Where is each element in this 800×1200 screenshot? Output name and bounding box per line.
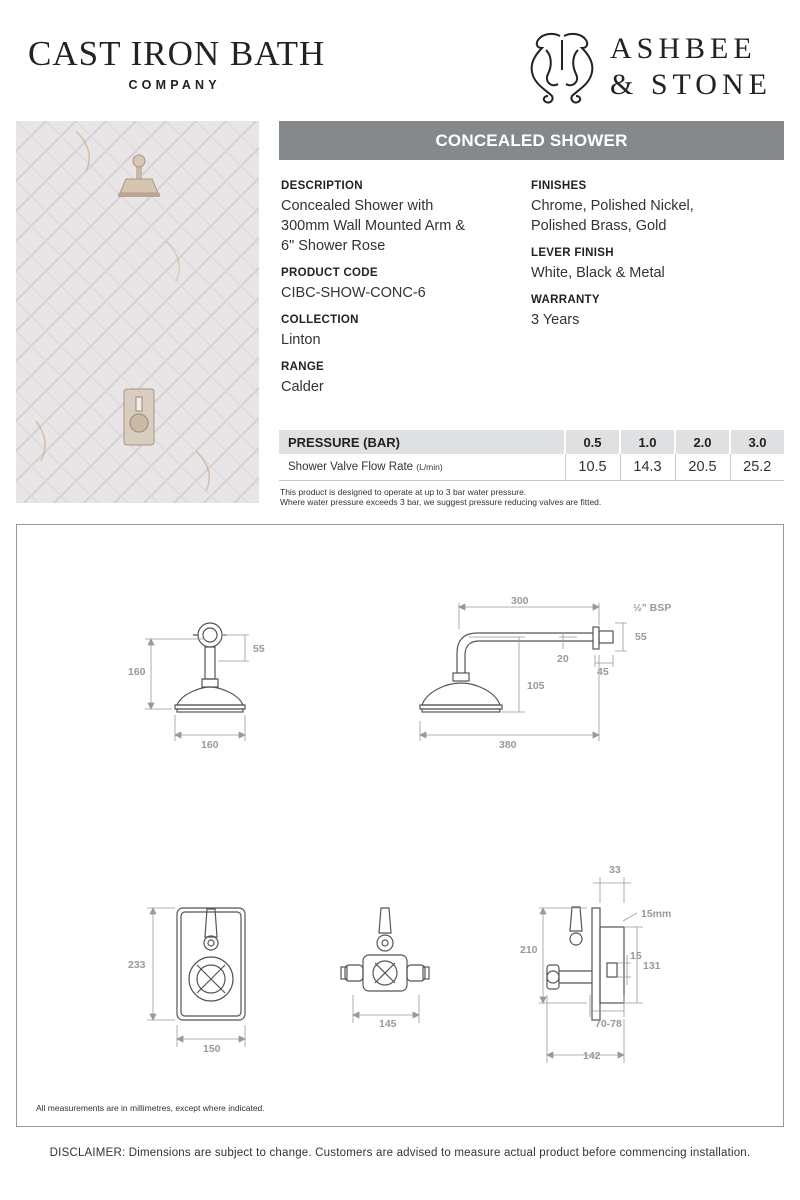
spec-label: COLLECTION <box>281 314 359 326</box>
flow-rate-row <box>279 454 784 481</box>
flow-rate-value: 20.5 <box>675 454 730 481</box>
pressure-note <box>280 487 601 507</box>
dim-body-height: 131 <box>643 960 661 972</box>
brand-left-subtitle: COMPANY <box>128 78 221 92</box>
product-title: CONCEALED SHOWER <box>279 121 784 160</box>
dim-rose-front-height: 160 <box>128 666 146 678</box>
spec-lever-finish <box>531 247 761 283</box>
pressure-value: 1.0 <box>620 430 675 454</box>
disclaimer: DISCLAIMER: Dimensions are subject to change. Customers are advised to measure actual product before commencing installation. <box>49 1147 751 1159</box>
spec-product-code <box>281 267 511 303</box>
spec-label: FINISHES <box>531 180 587 192</box>
flow-rate-label-text: Shower Valve Flow Rate <box>288 461 414 473</box>
dim-arm-height: 55 <box>635 631 647 643</box>
pressure-note-line2: Where water pressure exceeds 3 bar, we suggest pressure reducing valves are fitted. <box>280 497 602 507</box>
dim-rose-drop: 105 <box>527 680 545 692</box>
product-photo <box>16 121 259 503</box>
dim-side-top: 33 <box>609 864 621 876</box>
rose-front-view <box>175 623 245 712</box>
ashbee-stone-logo <box>522 30 782 110</box>
dim-bsp: ½" BSP <box>633 602 672 614</box>
flow-rate-unit: (L/min) <box>416 462 443 472</box>
spec-description <box>281 180 511 256</box>
dim-pipe-dia: 20 <box>557 653 569 665</box>
spec-label: RANGE <box>281 361 325 373</box>
dim-reach: 380 <box>499 739 517 751</box>
spec-value: CIBC-SHOW-CONC-6 <box>281 285 426 301</box>
brand-left-title: CAST IRON BATH <box>28 34 326 73</box>
pressure-table-header <box>279 430 784 454</box>
flow-rate-value: 10.5 <box>565 454 620 481</box>
rose-side-view <box>420 627 613 712</box>
dim-valve-height: 233 <box>128 959 146 971</box>
pressure-header-label: PRESSURE (BAR) <box>279 430 565 454</box>
dim-exposed-width: 145 <box>379 1018 397 1030</box>
spec-range <box>281 361 511 397</box>
spec-value: Calder <box>281 379 324 395</box>
dim-flange: 45 <box>597 666 609 678</box>
dim-inlet: 15 <box>630 950 642 962</box>
brand-right-line2: & STONE <box>610 68 772 101</box>
spec-collection <box>281 314 511 350</box>
seahorse-emblem-icon <box>522 30 602 110</box>
dim-depth: 142 <box>583 1050 601 1062</box>
spec-label: WARRANTY <box>531 294 600 306</box>
brand-right-line1: ASHBEE <box>610 32 757 65</box>
cast-iron-bath-logo <box>28 36 325 92</box>
spec-warranty <box>531 294 761 330</box>
spec-label: LEVER FINISH <box>531 247 614 259</box>
dim-depth-range: 70-78 <box>595 1018 622 1030</box>
dim-side-height: 210 <box>520 944 538 956</box>
spec-value: 3 Years <box>531 312 580 328</box>
dim-valve-width: 150 <box>203 1043 221 1055</box>
spec-value: Linton <box>281 332 321 348</box>
pressure-value: 3.0 <box>730 430 784 454</box>
technical-drawing <box>16 524 784 1127</box>
measurement-note: All measurements are in millimetres, except where indicated. <box>36 1103 265 1113</box>
spec-finishes <box>531 180 761 236</box>
dim-rose-front-arm-drop: 55 <box>253 643 265 655</box>
spec-value: White, Black & Metal <box>531 265 665 281</box>
pressure-value: 0.5 <box>565 430 620 454</box>
pressure-table <box>279 430 784 481</box>
pressure-note-line1: This product is designed to operate at up to 3 bar water pressure. <box>280 487 527 497</box>
pressure-value: 2.0 <box>675 430 730 454</box>
flow-rate-label <box>279 454 565 481</box>
valve-exposed-view <box>341 908 429 991</box>
flow-rate-value: 25.2 <box>730 454 784 481</box>
dim-rose-front-width: 160 <box>201 739 219 751</box>
spec-value: Concealed Shower with 300mm Wall Mounted Arm & 6" Shower Rose <box>281 198 465 254</box>
flow-rate-value: 14.3 <box>620 454 675 481</box>
dim-thread: 15mm <box>641 908 672 920</box>
spec-value: Chrome, Polished Nickel, Polished Brass, Gold <box>531 198 694 234</box>
dim-arm-length: 300 <box>511 595 529 607</box>
valve-front-view <box>177 908 245 1020</box>
spec-label: DESCRIPTION <box>281 180 363 192</box>
spec-label: PRODUCT CODE <box>281 267 378 279</box>
